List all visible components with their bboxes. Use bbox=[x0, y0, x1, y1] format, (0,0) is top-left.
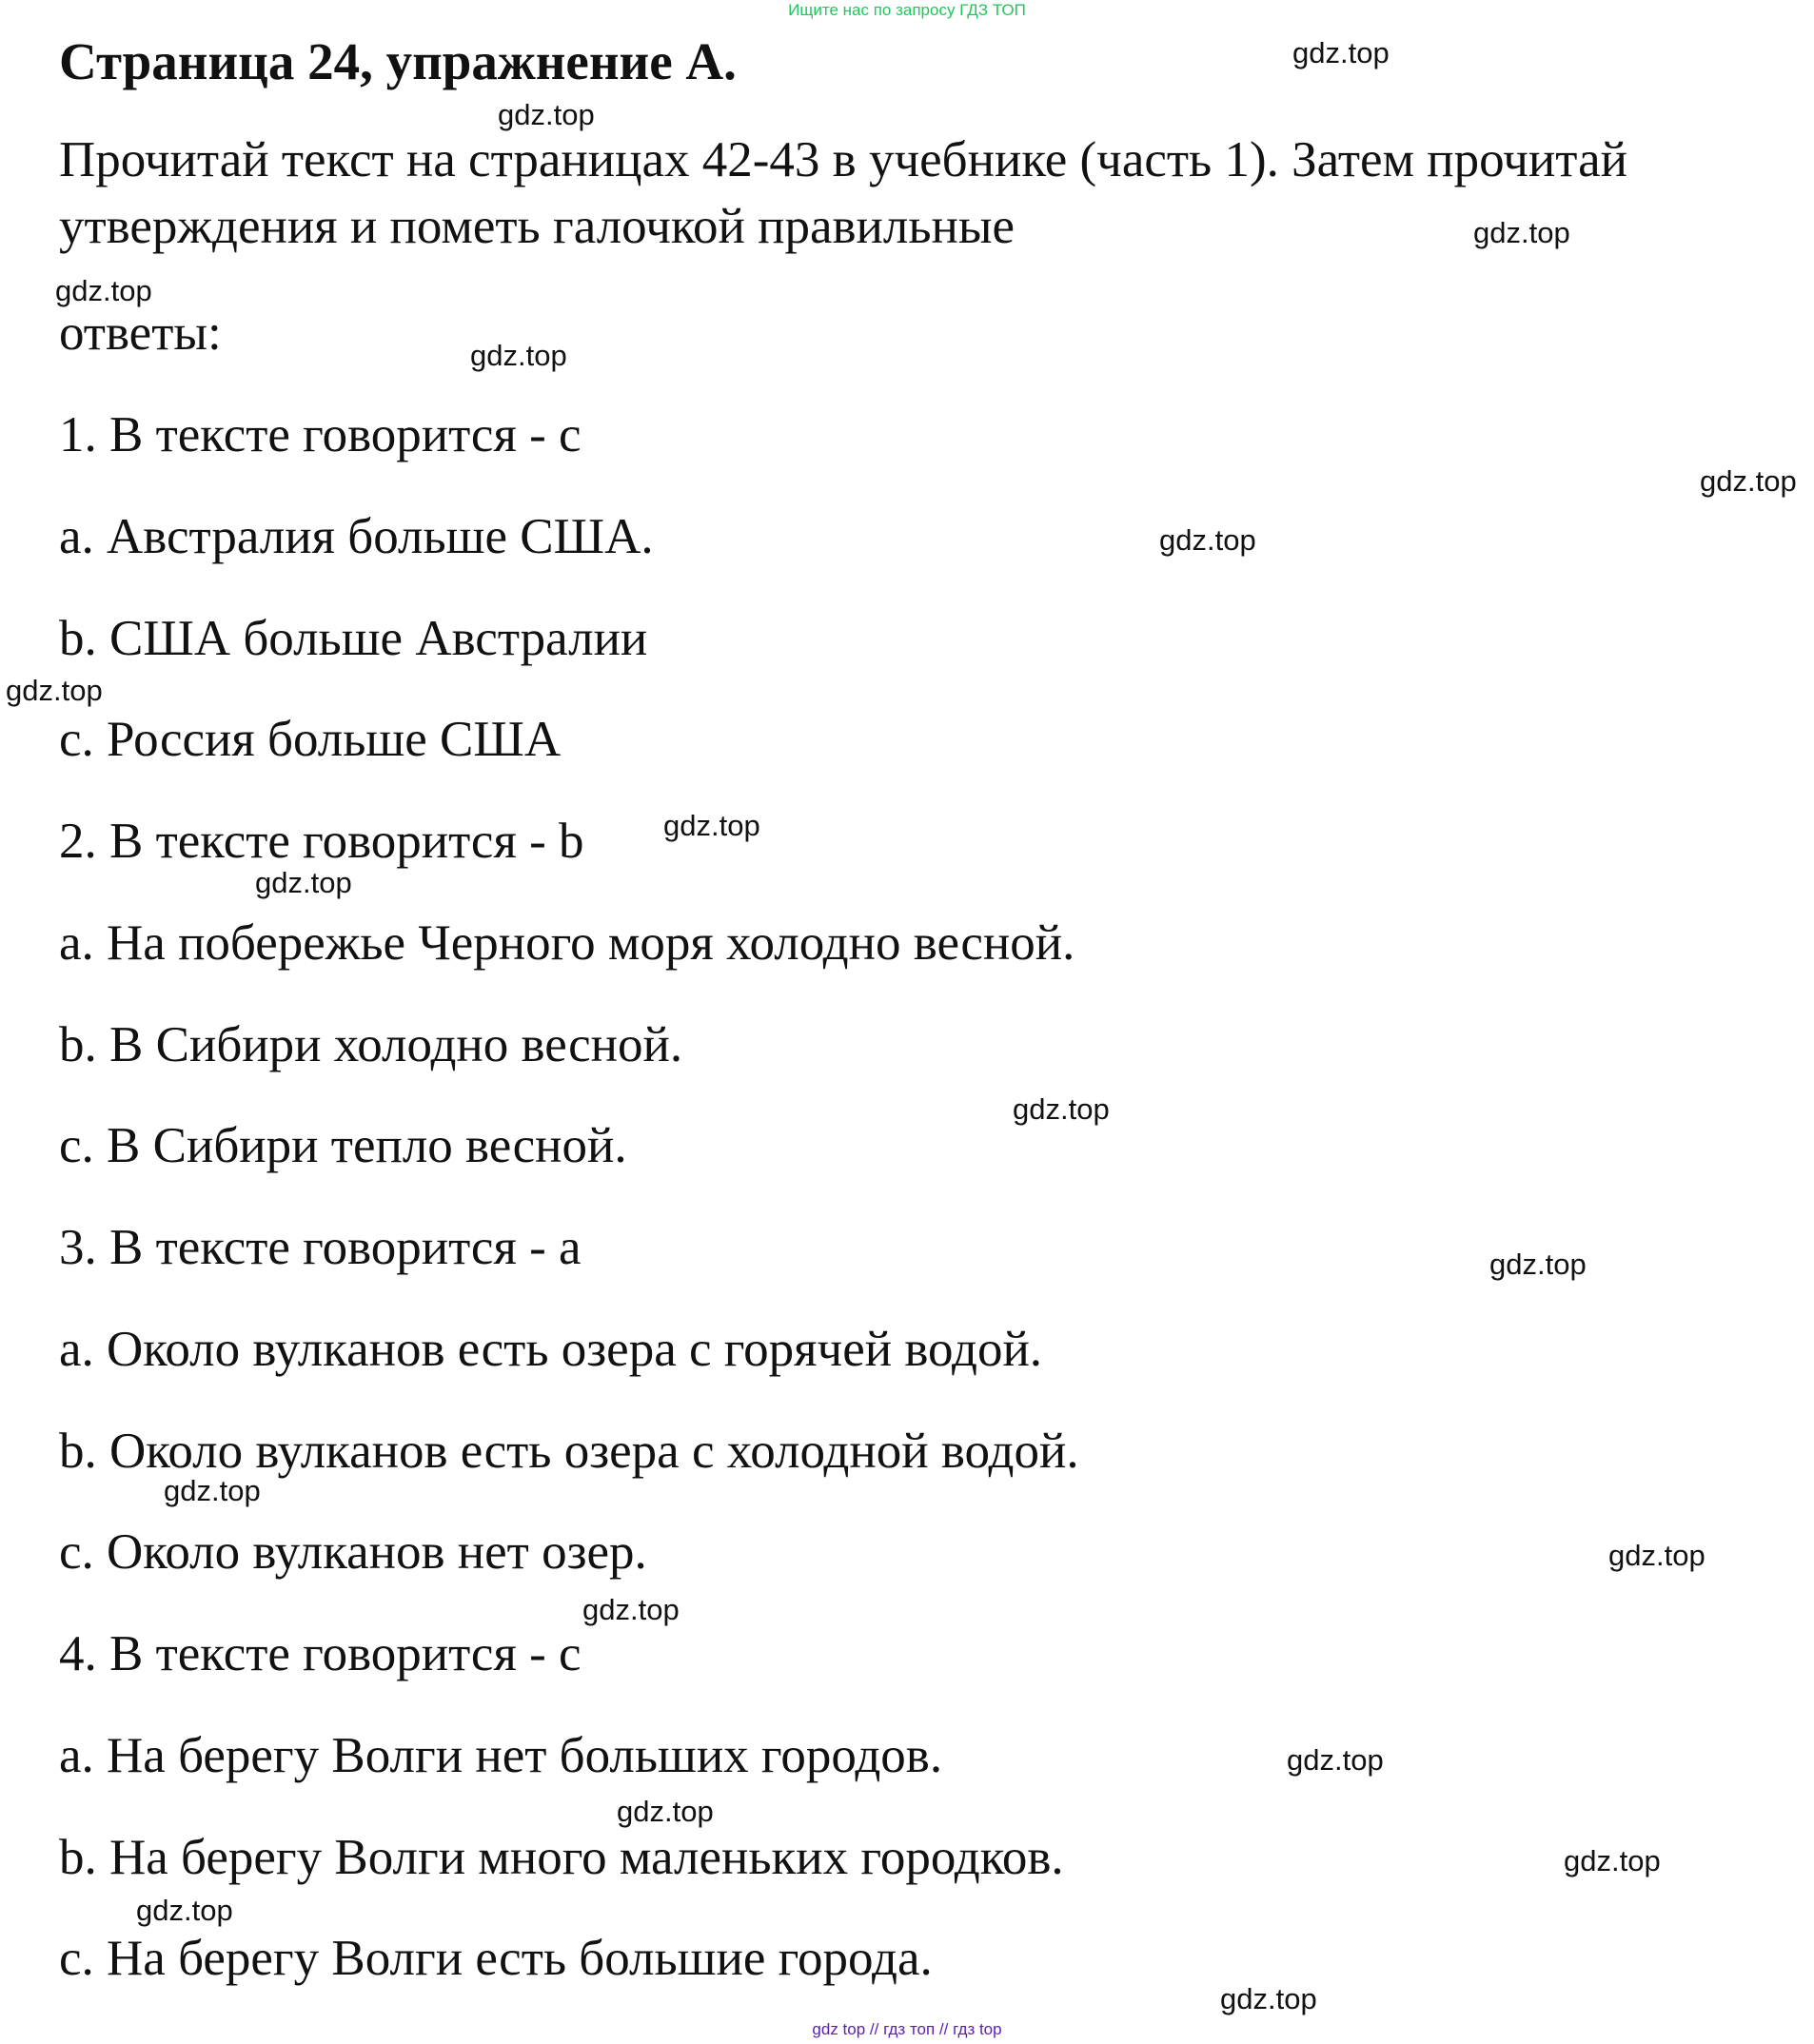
question-2-heading: 2. В тексте говорится - b bbox=[59, 814, 584, 869]
watermark: gdz.top bbox=[1564, 1844, 1661, 1877]
watermark: gdz.top bbox=[498, 98, 595, 131]
watermark: gdz.top bbox=[1489, 1248, 1587, 1281]
watermark: gdz.top bbox=[470, 339, 567, 372]
question-3-option-b: b. Около вулканов есть озера с холодной водой. bbox=[59, 1424, 1079, 1479]
watermark: gdz.top bbox=[6, 674, 103, 707]
watermark: gdz.top bbox=[1013, 1092, 1110, 1126]
question-1-heading: 1. В тексте говорится - c bbox=[59, 407, 582, 462]
watermark: gdz.top bbox=[1159, 523, 1256, 557]
watermark: gdz.top bbox=[617, 1795, 714, 1828]
watermark: gdz.top bbox=[255, 866, 352, 899]
question-2-option-a: a. На побережье Черного моря холодно весной. bbox=[59, 915, 1075, 971]
question-3-heading: 3. В тексте говорится - a bbox=[59, 1220, 582, 1275]
watermark: gdz.top bbox=[1287, 1743, 1384, 1777]
watermark: gdz.top bbox=[1292, 36, 1390, 69]
question-3-option-c: c. Около вулканов нет озер. bbox=[59, 1524, 647, 1580]
instruction-line-3: ответы: bbox=[59, 305, 222, 361]
question-2-option-c: c. В Сибири тепло весной. bbox=[59, 1118, 627, 1173]
top-banner[interactable]: Ищите нас по запросу ГДЗ ТОП bbox=[788, 1, 1026, 19]
instruction-line-2: утверждения и пометь галочкой правильные bbox=[59, 199, 1015, 254]
question-3-option-a: a. Около вулканов есть озера с горячей водой. bbox=[59, 1322, 1043, 1377]
watermark: gdz.top bbox=[582, 1593, 680, 1626]
watermark: gdz.top bbox=[136, 1894, 233, 1927]
question-2-option-b: b. В Сибири холодно весной. bbox=[59, 1017, 683, 1072]
watermark: gdz.top bbox=[55, 274, 152, 307]
watermark: gdz.top bbox=[1220, 1982, 1317, 2015]
page-title: Страница 24, упражнение A. bbox=[59, 32, 737, 90]
watermark: gdz.top bbox=[1700, 464, 1797, 498]
watermark: gdz.top bbox=[1608, 1539, 1706, 1572]
question-4-option-a: a. На берегу Волги нет больших городов. bbox=[59, 1728, 943, 1783]
watermark: gdz.top bbox=[663, 809, 760, 842]
watermark: gdz.top bbox=[164, 1474, 261, 1507]
footer-links[interactable]: gdz top // гдз топ // гдз top bbox=[812, 2020, 1002, 2038]
question-4-option-b: b. На берегу Волги много маленьких городков. bbox=[59, 1830, 1064, 1885]
question-1-option-b: b. США больше Австралии bbox=[59, 611, 648, 666]
question-4-option-c: c. На берегу Волги есть большие города. bbox=[59, 1931, 933, 1986]
question-1-option-a: a. Австралия больше США. bbox=[59, 509, 654, 564]
question-4-heading: 4. В тексте говорится - c bbox=[59, 1626, 582, 1681]
watermark: gdz.top bbox=[1473, 216, 1570, 249]
question-1-option-c: c. Россия больше США bbox=[59, 712, 562, 767]
instruction-line-1: Прочитай текст на страницах 42-43 в учебнике (часть 1). Затем прочитай bbox=[59, 132, 1627, 187]
